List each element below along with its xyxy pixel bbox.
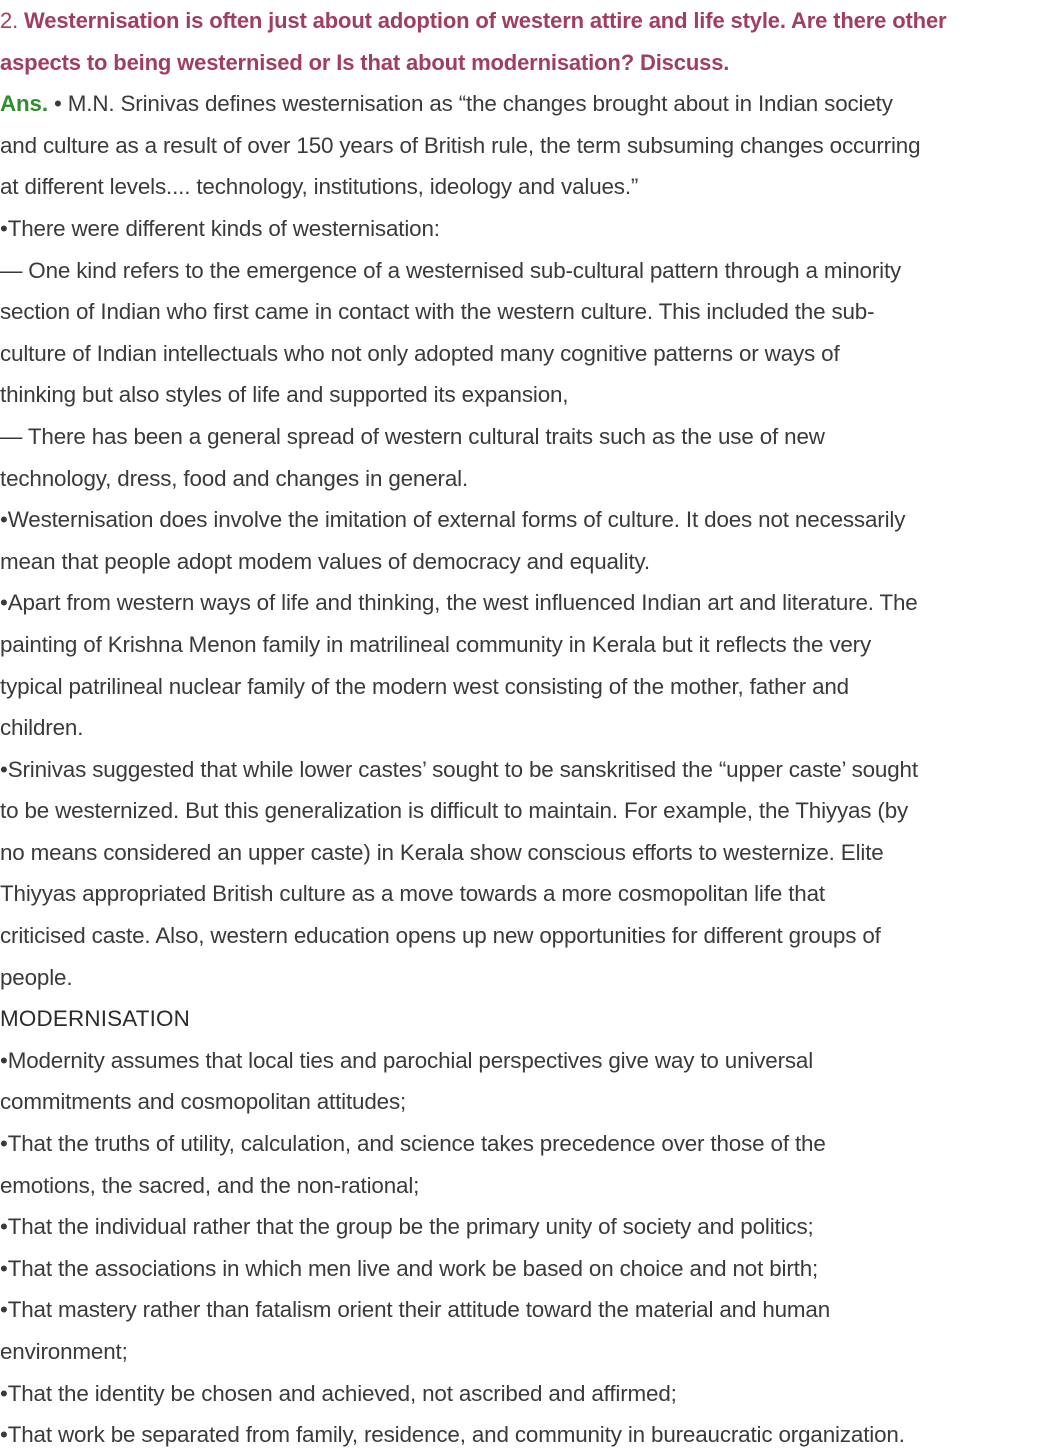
question-text-1: Westernisation is often just about adoption of western attire and life style. Are there other [24, 8, 947, 33]
answer-line-18: no means considered an upper caste) in Kerala show conscious efforts to westernize. Elite [0, 839, 884, 865]
modernisation-line-3: emotions, the sacred, and the non-rational; [0, 1172, 420, 1198]
answer-line-10: •Westernisation does involve the imitation of external forms of culture. It does not necessarily [0, 507, 906, 533]
modernisation-line-5: •That the associations in which men live and work be based on choice and not birth; [0, 1255, 819, 1281]
answer-line-7: thinking but also styles of life and supported its expansion, [0, 382, 569, 408]
answer-line-5: section of Indian who first came in contact with the western culture. This included the sub- [0, 299, 875, 325]
answer-line-3: •There were different kinds of westernisation: [0, 215, 440, 241]
answer-line-11: mean that people adopt modem values of democracy and equality. [0, 548, 650, 574]
answer-line-19: Thiyyas appropriated British culture as a move towards a more cosmopolitan life that [0, 881, 825, 907]
answer-line-1: and culture as a result of over 150 years of British rule, the term subsuming changes occurring [0, 132, 921, 158]
answer-line-15: children. [0, 715, 84, 741]
modernisation-line-1: commitments and cosmopolitan attitudes; [0, 1089, 407, 1115]
answer-line-8: — There has been a general spread of western cultural traits such as the use of new [0, 423, 825, 449]
modernisation-line-8: •That the identity be chosen and achieved, not ascribed and affirmed; [0, 1380, 677, 1406]
answer-line-4: — One kind refers to the emergence of a westernised sub-cultural pattern through a minority [0, 257, 902, 283]
answer-line-0 [0, 83, 1051, 125]
answer-line-21: people. [0, 964, 73, 990]
answer-line-13: painting of Krishna Menon family in matrilineal community in Kerala but it reflects the very [0, 631, 872, 657]
answer-line-9: technology, dress, food and changes in general. [0, 465, 469, 491]
modernisation-line-6: •That mastery rather than fatalism orient their attitude toward the material and human [0, 1297, 831, 1323]
answer-line-17: to be westernized. But this generalization is difficult to maintain. For example, the Thiyyas (by [0, 798, 909, 824]
modernisation-heading: MODERNISATION [0, 1006, 191, 1032]
answer-label: Ans. [0, 91, 48, 117]
answer-line-14: typical patrilineal nuclear family of the modern west consisting of the mother, father and [0, 673, 849, 699]
modernisation-line-2: •That the truths of utility, calculation, and science takes precedence over those of the [0, 1131, 826, 1157]
answer-line-16: •Srinivas suggested that while lower castes’ sought to be sanskritised the “upper caste’ sought [0, 756, 918, 782]
modernisation-line-4: •That the individual rather that the group be the primary unity of society and politics; [0, 1214, 814, 1240]
question-number: 2. [0, 8, 19, 33]
question-line-1 [0, 0, 1051, 42]
modernisation-line-7: environment; [0, 1339, 128, 1364]
answer-line-2: at different levels.... technology, institutions, ideology and values.” [0, 174, 639, 200]
answer-line-20: criticised caste. Also, western education opens up new opportunities for different groups of [0, 923, 881, 949]
modernisation-line-0: •Modernity assumes that local ties and parochial perspectives give way to universal [0, 1047, 814, 1073]
answer-line-6: culture of Indian intellectuals who not only adopted many cognitive patterns or ways of [0, 340, 840, 366]
question-line-2: aspects to being westernised or Is that about modernisation? Discuss. [0, 49, 730, 75]
answer-line-12: •Apart from western ways of life and thinking, the west influenced Indian art and literature. The [0, 590, 918, 616]
modernisation-line-9: •That work be separated from family, residence, and community in bureaucratic organization. [0, 1422, 905, 1448]
answer-text-0: • M.N. Srinivas defines westernisation as “the changes brought about in Indian society [54, 91, 893, 117]
